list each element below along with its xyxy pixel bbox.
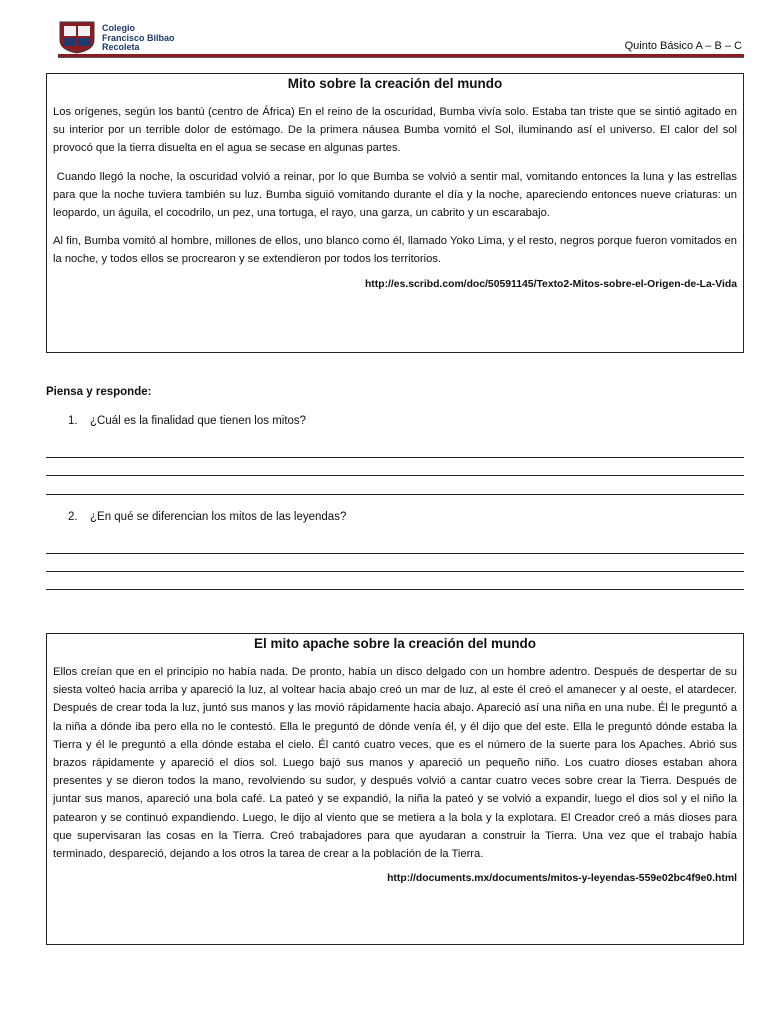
myth-paragraph: Al fin, Bumba vomitó al hombre, millones de ellos, uno blanco como él, llamado Yoko Lima, y el resto, negros porque fueron vomitados en la noche, y todos ellos se procrearon y se extendieron por todos los territorios. bbox=[53, 235, 737, 266]
answer-line[interactable] bbox=[46, 457, 744, 458]
grade-label: Quinto Básico A – B – C bbox=[624, 40, 742, 52]
myth-paragraph: Ellos creían que en el principio no había nada. De pronto, había un disco delgado con un hombre adentro. Después de despertar de su siesta volteó hacia arriba y apareció la luz, al voltear hacia abajo creó un mar de luz, al este él creó el amanecer y al oeste, el atardecer. Después de crear toda la luz, juntó sus manos y las movió rápidamente hacia abajo. Apareció así una niña en una nube. Él le preguntó a la niña a dónde iba pero ella no le contestó. Ella le preguntó de dónde venía él, y él dijo que del este. Ella le preguntó dónde estaba la Tierra y él le preguntó a ella dónde estaba el cielo. Él cantó cuatro veces, que es el número de la suerte para los Apaches. Abrió sus brazos rápidamente y apareció el dios sol. Luego bajó sus manos y apareció un pequeño niño. Los cuatro dioses estaban ahora presentes y se dieron todos la mano, revolviendo su sudor, y después volvió a cantar cuatro veces sobre crear la Tierra. Después de juntar sus manos, apareció una bola café. La pateó y se expandió, la niña la pateó y se volvió a expandir, luego el dios sol y el niño la patearon y se continuó expandiendo. Luego, le dijo al viento que se metiera a la bola y la explotara. El Creador creó a más dioses para que supervisaran las cosas en la Tierra. Creó trabajadores para que ayudaran a construir la Tierra. Una vez que el trabajo había terminado, despareció, dejando a los otros la tarea de crear a la población de la Tierra. bbox=[53, 666, 737, 861]
answer-line[interactable] bbox=[46, 589, 744, 590]
question-text: ¿Cuál es la finalidad que tienen los mitos? bbox=[90, 415, 307, 427]
question-item bbox=[68, 415, 306, 427]
question-number: 1. bbox=[68, 415, 78, 427]
myth-paragraph: Los orígenes, según los bantú (centro de África) En el reino de la oscuridad, Bumba vivía solo. Estaba tan triste que se sintió agitado en su interior por un terrible dolor de estómago. De la primera náusea Bumba vomitó el Sol, iluminando así el universo. El calor del sol provocó que la tierra disuelta en el agua se secase en algunas partes. bbox=[53, 106, 737, 155]
myth-title: Mito sobre la creación del mundo bbox=[287, 76, 503, 91]
question-item bbox=[68, 511, 346, 523]
question-text: ¿En qué se diferencian los mitos de las leyendas? bbox=[90, 511, 347, 523]
myth-paragraph: Cuando llegó la noche, la oscuridad volvió a reinar, por lo que Bumba se volvió a sentir mal, vomitando entonces la luna y las estrellas para que la noche tuviera también su luz. Bumba siguió vomitando durante el día y la noche, apareciendo entonces nueve criaturas: un leopardo, un águila, el cocodrilo, un pez, una tortuga, el rayo, una garza, un cabrito y un escarabajo. bbox=[53, 170, 741, 220]
answer-line[interactable] bbox=[46, 553, 744, 554]
source-link[interactable]: http://es.scribd.com/doc/50591145/Texto2-Mitos-sobre-el-Origen-de-La-Vida bbox=[364, 278, 737, 290]
myth-box-bantu bbox=[46, 73, 744, 353]
school-name-line1: Colegio bbox=[102, 23, 135, 33]
answer-line[interactable] bbox=[46, 571, 744, 572]
school-name-line3: Recoleta bbox=[102, 42, 140, 52]
myth-title: El mito apache sobre la creación del mundo bbox=[253, 636, 537, 651]
header-rule-thin bbox=[58, 57, 744, 58]
myth-box-apache bbox=[46, 633, 744, 945]
source-link[interactable]: http://documents.mx/documents/mitos-y-leyendas-559e02bc4f9e0.html bbox=[387, 873, 737, 885]
questions-title: Piensa y responde: bbox=[46, 386, 152, 398]
page-header bbox=[58, 20, 744, 56]
question-number: 2. bbox=[68, 511, 78, 523]
school-crest-icon bbox=[58, 20, 96, 54]
school-name-line2: Francisco Bilbao bbox=[102, 32, 175, 43]
answer-line[interactable] bbox=[46, 475, 744, 476]
answer-line[interactable] bbox=[46, 494, 744, 495]
school-name bbox=[102, 24, 175, 53]
